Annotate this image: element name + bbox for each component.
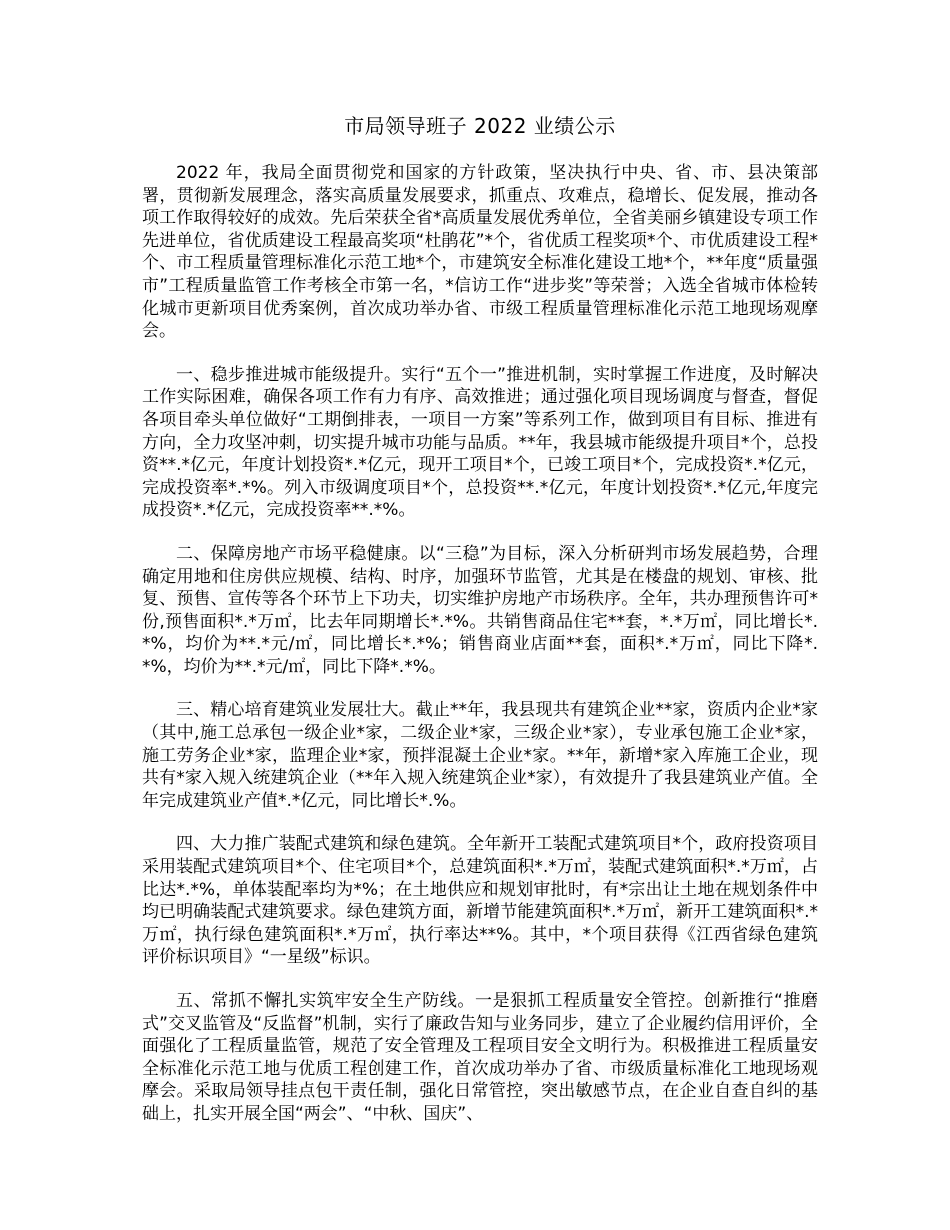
- paragraph-intro: 2022 年，我局全面贯彻党和国家的方针政策，坚决执行中央、省、市、县决策部署，贯彻新发展理念，落实高质量发展要求，抓重点、攻难点，稳增长、促发展，推动各项工作取得较好的成效。先后荣获全省*高质量发展优秀单位，全省美丽乡镇建设专项工作先进单位，省优质建设工程最高奖项“杜鹃花”*个，省优质工程奖项*个、市优质建设工程*个、市工程质量管理标准化示范工地*个，市建筑安全标准化建设工地*个，**年度“质量强市”工程质量监管工作考核全市第一名，*信访工作“进步奖”等荣誉；入选全省城市体检转化城市更新项目优秀案例，首次成功举办省、市级工程质量管理标准化示范工地现场观摩会。: [142, 163, 818, 342]
- paragraph-city-capacity: 一、稳步推进城市能级提升。实行“五个一”推进机制，实时掌握工作进度，及时解决工作实际困难，确保各项工作有力有序、高效推进；通过强化项目现场调度与督查，督促各项目牵头单位做好“工期倒排表，一项目一方案”等系列工作，做到项目有目标、推进有方向，全力攻坚冲刺，切实提升城市功能与品质。**年，我县城市能级提升项目*个，总投资**.*亿元，年度计划投资*.*亿元，现开工项目*个，已竣工项目*个，完成投资*.*亿元，完成投资率*.*%。列入市级调度项目*个，总投资**.*亿元，年度计划投资*.*亿元,年度完成投资*.*亿元，完成投资率**.*%。: [142, 364, 818, 521]
- document-title: 市局领导班子 2022 业绩公示: [344, 114, 616, 138]
- paragraph-construction-industry: 三、精心培育建筑业发展壮大。截止**年，我县现共有建筑企业**家，资质内企业*家（其中,施工总承包一级企业*家，二级企业*家，三级企业*家），专业承包施工企业*家，施工劳务企业*家，监理企业*家，预拌混凝土企业*家。**年，新增*家入库施工企业，现共有*家入规入统建筑企业（**年入规入统建筑企业*家），有效提升了我县建筑业产值。全年完成建筑业产值*.*亿元，同比增长*.%。: [142, 700, 818, 811]
- document-page: [142, 112, 818, 1126]
- paragraph-prefab-green-building: 四、大力推广装配式建筑和绿色建筑。全年新开工装配式建筑项目*个，政府投资项目采用装配式建筑项目*个、住宅项目*个，总建筑面积*.*万㎡，装配式建筑面积*.*万㎡，占比达*.*%，单体装配率均为*%；在土地供应和规划审批时，有*宗出让土地在规划条件中均已明确装配式建筑要求。绿色建筑方面，新增节能建筑面积*.*万㎡，新开工建筑面积*.*万㎡，执行绿色建筑面积*.*万㎡，执行率达**%。其中，*个项目获得《江西省绿色建筑评价标识项目》“一星级”标识。: [142, 834, 818, 968]
- paragraph-safety-production: 五、常抓不懈扎实筑牢安全生产防线。一是狠抓工程质量安全管控。创新推行“推磨式”交叉监管及“反监督”机制，实行了廉政告知与业务同步，建立了企业履约信用评价，全面强化了工程质量监管，规范了安全管理及工程项目安全文明行为。积极推进工程质量安全标准化示范工地与优质工程创建工作，首次成功举办了省、市级质量标准化工地现场观摩会。采取局领导挂点包干责任制，强化日常管控，突出敏感节点，在企业自查自纠的基础上，扎实开展全国“两会”、“中秋、国庆”、: [142, 991, 818, 1124]
- paragraph-real-estate: 二、保障房地产市场平稳健康。以“三稳”为目标，深入分析研判市场发展趋势，合理确定用地和住房供应规模、结构、时序，加强环节监管，尤其是在楼盘的规划、审核、批复、预售、宣传等各个环节上下功夫，切实维护房地产市场秩序。全年，共办理预售许可*份,预售面积*.*万㎡，比去年同期增长*.*%。共销售商品住宅**套，*.*万㎡，同比增长*.*%，均价为**.*元/㎡，同比增长*.*%；销售商业店面**套，面积*.*万㎡，同比下降*.*%，均价为**.*元/㎡，同比下降*.*%。: [142, 543, 818, 677]
